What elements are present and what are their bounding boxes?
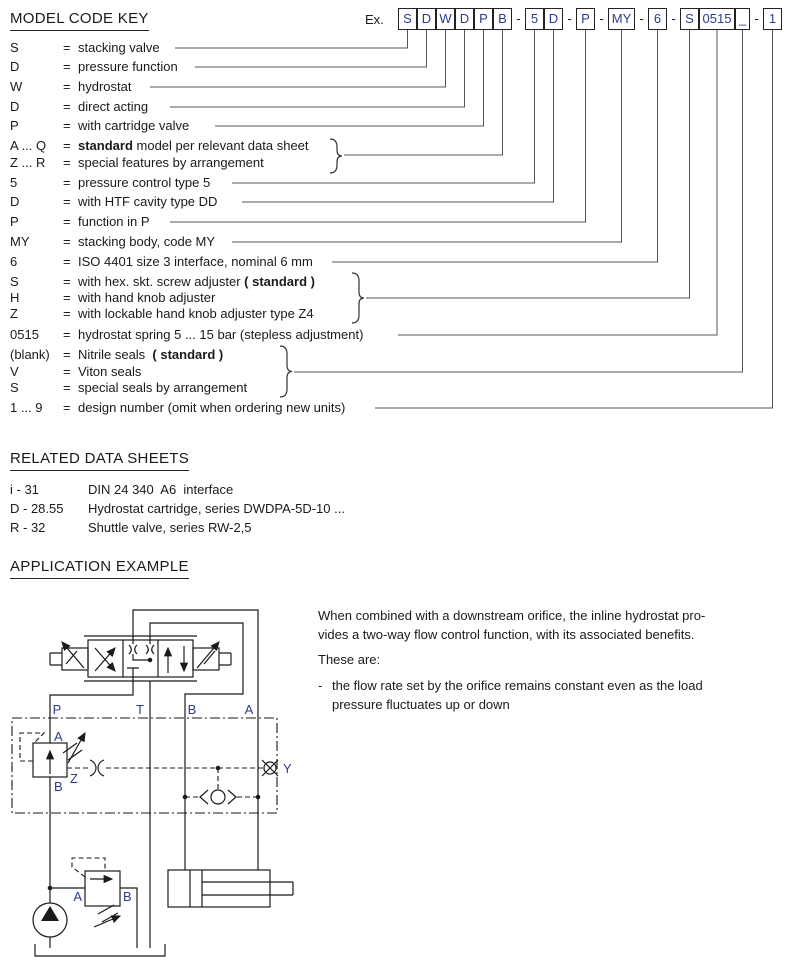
sheet-description: Hydrostat cartridge, series DWDPA-5D-10 ... — [88, 501, 345, 516]
sheet-description: DIN 24 340 A6 interface — [88, 482, 234, 497]
model-code-row — [0, 78, 806, 96]
model-code-row — [0, 98, 806, 116]
code-cell: D — [455, 8, 474, 30]
code-label: D — [10, 194, 20, 209]
proportional-solenoid-right — [193, 642, 231, 670]
code-label: 5 — [10, 175, 18, 190]
code-separator: - — [754, 11, 759, 26]
related-sheet-row — [0, 519, 806, 537]
code-description: Viton seals — [78, 364, 142, 379]
code-cell: _ — [735, 8, 750, 30]
model-code-row — [0, 379, 806, 397]
code-description: design number (omit when ordering new units) — [78, 400, 346, 415]
sheet-code: i - 31 — [10, 482, 39, 497]
port-label-a: A — [244, 702, 254, 717]
model-code-row — [0, 305, 806, 323]
application-bullet — [318, 676, 798, 714]
equals-sign: = — [63, 40, 71, 55]
sheet-description: Shuttle valve, series RW-2,5 — [88, 520, 252, 535]
code-description: standard model per relevant data sheet — [78, 138, 309, 153]
relief-valve-symbol — [48, 858, 137, 948]
port-label-y: Y — [283, 761, 292, 776]
code-description: stacking valve — [78, 40, 160, 55]
code-cell: B — [493, 8, 512, 30]
code-cell: 0515 — [699, 8, 735, 30]
equals-sign: = — [63, 306, 71, 321]
code-cell: P — [474, 8, 493, 30]
code-description: with hex. skt. screw adjuster ( standard ) — [78, 274, 315, 289]
code-label: 6 — [10, 254, 18, 269]
equals-sign: = — [63, 79, 71, 94]
equals-sign: = — [63, 274, 71, 289]
code-label: 0515 — [10, 327, 39, 342]
code-cell: W — [436, 8, 455, 30]
code-cell: 6 — [648, 8, 667, 30]
code-separator: - — [671, 11, 676, 26]
hydrostat-symbol — [20, 718, 85, 903]
code-label: H — [10, 290, 20, 305]
equals-sign: = — [63, 99, 71, 114]
related-sheet-row — [0, 500, 806, 518]
model-code-row — [0, 39, 806, 57]
test-port-y-symbol — [262, 760, 292, 776]
code-description: Nitrile seals ( standard ) — [78, 347, 224, 362]
equals-sign: = — [63, 380, 71, 395]
code-separator: - — [639, 11, 644, 26]
code-cell: D — [417, 8, 436, 30]
model-code-key-heading: MODEL CODE KEY — [10, 10, 149, 31]
code-separator: - — [567, 11, 572, 26]
manifold-outline — [12, 718, 277, 813]
code-description: special seals by arrangement — [78, 380, 248, 395]
hydraulic-circuit-diagram — [0, 598, 320, 977]
equals-sign: = — [63, 400, 71, 415]
code-cell: 1 — [763, 8, 782, 30]
model-code-row — [0, 154, 806, 172]
equals-sign: = — [63, 138, 71, 153]
directional-valve-symbol — [50, 636, 231, 681]
model-code-row — [0, 326, 806, 344]
hydrostat-port-b-label: B — [54, 779, 63, 794]
model-code-row — [0, 58, 806, 76]
code-label: S — [10, 274, 19, 289]
model-code-row — [0, 233, 806, 251]
example-label: Ex. — [365, 12, 384, 27]
pump-symbol — [33, 903, 67, 948]
sheet-code: D - 28.55 — [10, 501, 64, 516]
orifice-symbol — [67, 760, 264, 776]
port-label-t: T — [136, 702, 144, 717]
relief-port-b-label: B — [123, 889, 132, 904]
code-cell: S — [680, 8, 699, 30]
equals-sign: = — [63, 155, 71, 170]
cylinder-symbol — [168, 870, 293, 907]
model-code-row — [0, 253, 806, 271]
sheet-code: R - 32 — [10, 520, 46, 535]
code-cell: P — [576, 8, 595, 30]
code-label: Z — [10, 306, 18, 321]
model-code-row — [0, 137, 806, 155]
code-description: special features by arrangement — [78, 155, 264, 170]
shuttle-valve-symbol — [183, 766, 261, 804]
code-cell: D — [544, 8, 563, 30]
valve-port-lines — [50, 610, 258, 948]
code-label: MY — [10, 234, 30, 249]
code-separator: - — [599, 11, 604, 26]
model-code-example — [398, 8, 782, 30]
equals-sign: = — [63, 118, 71, 133]
equals-sign: = — [63, 214, 71, 229]
application-example-heading: APPLICATION EXAMPLE — [10, 558, 189, 579]
code-label: S — [10, 40, 19, 55]
code-description: stacking body, code MY — [78, 234, 216, 249]
code-label: D — [10, 99, 20, 114]
code-label: Z ... R — [10, 155, 46, 170]
tank-symbol — [35, 944, 165, 956]
code-label: V — [10, 364, 19, 379]
code-description: function in P — [78, 214, 150, 229]
model-code-row — [0, 213, 806, 231]
equals-sign: = — [63, 254, 71, 269]
equals-sign: = — [63, 290, 71, 305]
code-label: S — [10, 380, 19, 395]
code-description: with HTF cavity type DD — [78, 194, 218, 209]
related-sheet-row — [0, 481, 806, 499]
proportional-solenoid-left — [50, 642, 88, 670]
related-data-sheets-heading: RELATED DATA SHEETS — [10, 450, 189, 471]
paragraph-line: When combined with a downstream orifice, the inline hydrostat pro- — [318, 608, 706, 623]
bullet-text: the flow rate set by the orifice remains constant even as the load pressure fluctuates up or down — [332, 678, 703, 712]
equals-sign: = — [63, 59, 71, 74]
code-label: P — [10, 118, 19, 133]
port-label-b: B — [187, 702, 197, 717]
equals-sign: = — [63, 364, 71, 379]
code-label: 1 ... 9 — [10, 400, 43, 415]
model-code-row — [0, 346, 806, 364]
code-cell: 5 — [525, 8, 544, 30]
code-label: P — [10, 214, 19, 229]
equals-sign: = — [63, 347, 71, 362]
equals-sign: = — [63, 194, 71, 209]
equals-sign: = — [63, 175, 71, 190]
port-label-p: P — [52, 702, 62, 717]
model-code-row — [0, 174, 806, 192]
equals-sign: = — [63, 327, 71, 342]
code-label: (blank) — [10, 347, 50, 362]
code-label: A ... Q — [10, 138, 47, 153]
code-cell: MY — [608, 8, 635, 30]
model-code-row — [0, 399, 806, 417]
code-description: with hand knob adjuster — [78, 290, 216, 305]
paragraph-line: vides a two-way flow control function, with its associated benefits. — [318, 627, 695, 642]
code-description: hydrostat spring 5 ... 15 bar (stepless adjustment) — [78, 327, 364, 342]
application-paragraph-1 — [318, 606, 798, 644]
work-port-lines — [185, 718, 258, 870]
code-description: ISO 4401 size 3 interface, nominal 6 mm — [78, 254, 313, 269]
model-code-row — [0, 117, 806, 135]
code-description: hydrostat — [78, 79, 132, 94]
relief-port-a-label: A — [73, 889, 82, 904]
bullet-dash: - — [318, 678, 323, 693]
application-paragraph-2: These are: — [318, 652, 381, 667]
model-code-row — [0, 193, 806, 211]
code-label: D — [10, 59, 20, 74]
code-label: W — [10, 79, 23, 94]
code-description: pressure function — [78, 59, 178, 74]
code-description: direct acting — [78, 99, 149, 114]
code-separator: - — [516, 11, 521, 26]
code-description: with cartridge valve — [78, 118, 190, 133]
code-description: pressure control type 5 — [78, 175, 211, 190]
hydrostat-port-z-label: Z — [70, 771, 78, 786]
code-cell: S — [398, 8, 417, 30]
hydrostat-port-a-label: A — [54, 729, 63, 744]
code-description: with lockable hand knob adjuster type Z4 — [78, 306, 314, 321]
equals-sign: = — [63, 234, 71, 249]
